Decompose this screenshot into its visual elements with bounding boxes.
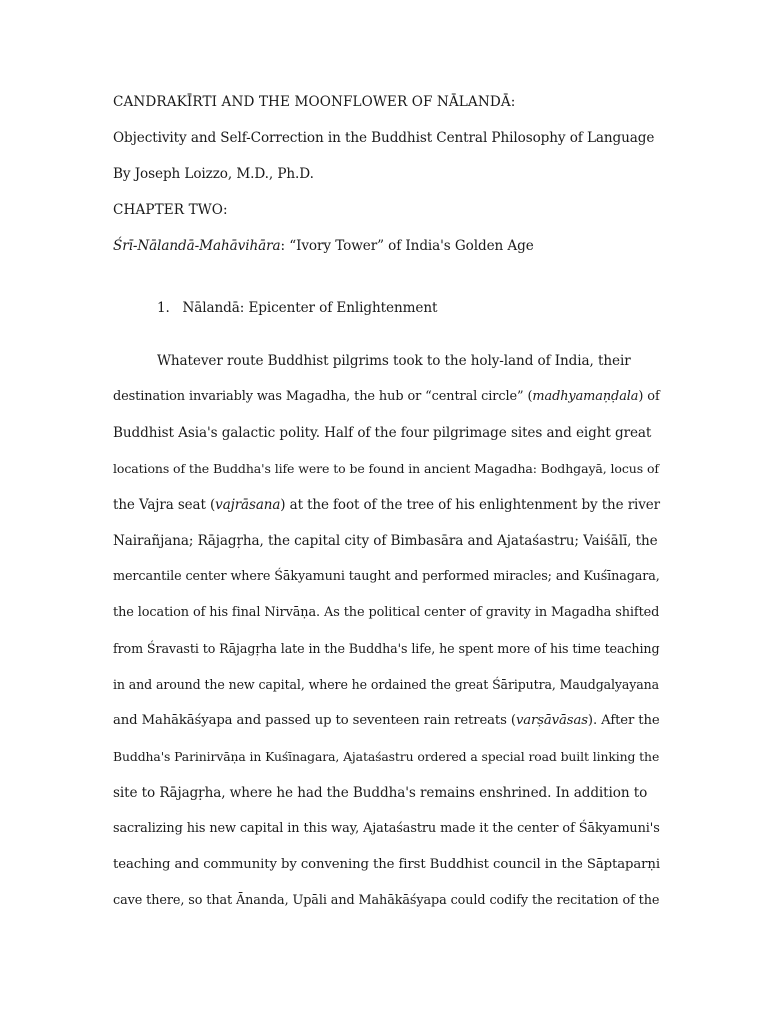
paragraph-line-13: site to Rājagṛha, where he had the Buddha's remains enshrined. In addition to	[113, 785, 648, 801]
paragraph-line-11	[113, 712, 660, 730]
author-line: By Joseph Loizzo, M.D., Ph.D.	[113, 166, 314, 182]
paragraph-line-5b: ) at the foot of the tree of his enlightenment by the river	[280, 497, 661, 513]
paragraph-line-14: sacralizing his new capital in this way, Ajataśastru made it the center of Śākyamuni's	[113, 821, 660, 836]
paragraph-line-8: the location of his final Nirvāṇa. As the political center of gravity in Magadha shifted	[113, 605, 660, 620]
chapter-title-italic: Śrī-Nālandā-Mahāvihāra	[113, 238, 281, 254]
paragraph-line-10: in and around the new capital, where he ordained the great Śāriputra, Maudgalyayana	[113, 677, 660, 692]
paragraph-line-11a: and Mahākāśyapa and passed up to seventeen rain retreats (	[113, 713, 516, 728]
paragraph-line-7: mercantile center where Śākyamuni taught and performed miracles; and Kuśīnagara,	[113, 569, 660, 584]
paragraph-line-11-italic: varṣāvāsas	[515, 713, 588, 728]
chapter-label: CHAPTER TWO:	[113, 202, 228, 218]
paragraph-line-16: cave there, so that Ānanda, Upāli and Mahākāśyapa could codify the recitation of the	[113, 893, 660, 908]
paragraph-line-4: locations of the Buddha's life were to be found in ancient Magadha: Bodhgayā, locus of	[113, 461, 659, 476]
paragraph-line-3: Buddhist Asia's galactic polity. Half of the four pilgrimage sites and eight great	[113, 425, 652, 441]
section-heading	[157, 299, 437, 317]
paragraph-line-2a: destination invariably was Magadha, the hub or “central circle” (	[113, 389, 533, 404]
document-title: CANDRAKĪRTI AND THE MOONFLOWER OF NĀLANDĀ:	[113, 94, 516, 110]
chapter-title-rest: : “Ivory Tower” of India's Golden Age	[280, 238, 534, 254]
paragraph-line-5a: the Vajra seat (	[113, 497, 216, 513]
paragraph-line-2b: ) of	[638, 389, 660, 404]
paragraph-line-1: Whatever route Buddhist pilgrims took to the holy-land of India, their	[157, 353, 631, 369]
paragraph-line-2-italic: madhyamaṇḍala	[532, 389, 639, 404]
paragraph-line-12: Buddha's Parinirvāṇa in Kuśīnagara, Ajataśastru ordered a special road built linking the	[113, 749, 660, 764]
paragraph-line-11b: ). After the	[587, 713, 660, 728]
document-subtitle: Objectivity and Self-Correction in the Buddhist Central Philosophy of Language	[113, 130, 655, 146]
paragraph-line-5-italic: vajrāsana	[215, 497, 281, 513]
paragraph-line-15: teaching and community by convening the first Buddhist council in the Sāptaparṇi	[113, 857, 660, 872]
section-number: 1.	[157, 300, 170, 316]
paragraph-line-6: Nairañjana; Rājagṛha, the capital city of Bimbasāra and Ajataśastru; Vaiśālī, the	[113, 533, 658, 549]
paragraph-line-2	[113, 388, 660, 406]
paragraph-line-9: from Śravasti to Rājagṛha late in the Buddha's life, he spent more of his time teaching	[113, 641, 660, 656]
section-title: Nālandā: Epicenter of Enlightenment	[182, 300, 438, 316]
chapter-title	[113, 237, 534, 255]
paragraph-line-5	[113, 496, 660, 514]
